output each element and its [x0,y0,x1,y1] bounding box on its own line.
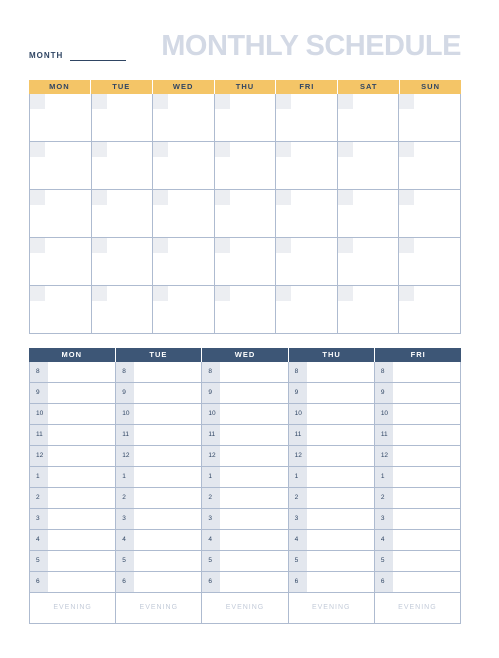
hour-label: 5 [289,551,307,571]
monthly-day-header-mon: MON [49,82,70,91]
monthly-day-header-wed: WED [152,80,214,94]
calendar-day-cell[interactable] [91,142,153,189]
hour-row [30,403,460,424]
date-number-box[interactable] [153,286,168,301]
monthly-day-header-fri: FRI [275,80,337,94]
hour-label: 6 [375,572,393,592]
time-slot-cell[interactable] [30,551,115,571]
time-slot-cell[interactable] [288,572,374,592]
date-number-box[interactable] [276,190,291,205]
calendar-day-cell[interactable] [337,286,399,333]
time-slot-cell[interactable] [115,425,201,445]
time-slot-cell[interactable] [115,362,201,382]
hour-label: 4 [30,530,48,550]
hour-label: 4 [289,530,307,550]
calendar-day-cell[interactable] [398,286,460,333]
calendar-day-cell[interactable] [30,286,91,333]
date-number-box[interactable] [30,286,45,301]
hour-label: 1 [30,467,48,487]
date-number-box[interactable] [153,190,168,205]
time-slot-cell[interactable] [115,404,201,424]
time-slot-cell[interactable] [201,404,287,424]
hour-label: 3 [289,509,307,529]
date-number-box[interactable] [215,286,230,301]
hour-label: 12 [289,446,307,466]
hour-label: 8 [202,362,220,382]
calendar-day-cell[interactable] [337,142,399,189]
hour-label: 2 [202,488,220,508]
calendar-day-cell[interactable] [214,286,276,333]
hour-label: 10 [30,404,48,424]
calendar-week-row [30,237,460,285]
date-number-box[interactable] [338,238,353,253]
date-number-box[interactable] [276,94,291,109]
calendar-day-cell[interactable] [398,190,460,237]
calendar-week-row [30,189,460,237]
calendar-day-cell[interactable] [152,94,214,141]
page-title: MONTHLY SCHEDULE [161,30,461,62]
time-slot-cell[interactable] [201,383,287,403]
time-slot-cell[interactable] [115,488,201,508]
hour-label: 11 [375,425,393,445]
calendar-day-cell[interactable] [30,190,91,237]
calendar-day-cell[interactable] [337,238,399,285]
time-slot-cell[interactable] [288,488,374,508]
hour-label: 11 [116,425,134,445]
hour-label: 4 [202,530,220,550]
time-slot-cell[interactable] [374,404,460,424]
calendar-day-cell[interactable] [275,190,337,237]
monthly-day-header-sat: SAT [337,80,399,94]
evening-cell[interactable]: EVENING [53,604,92,611]
hour-label: 1 [116,467,134,487]
hour-row [30,550,460,571]
hour-label: 5 [30,551,48,571]
hour-label: 3 [202,509,220,529]
weekly-day-header-fri: FRI [374,348,461,362]
calendar-day-cell[interactable] [91,238,153,285]
hour-label: 9 [116,383,134,403]
hour-row [30,571,460,592]
time-slot-cell[interactable] [115,446,201,466]
hour-label: 11 [289,425,307,445]
hour-label: 9 [202,383,220,403]
hour-row [30,508,460,529]
time-slot-cell[interactable] [30,446,115,466]
evening-cell[interactable]: EVENING [288,593,374,623]
date-number-box[interactable] [30,190,45,205]
time-slot-cell[interactable] [288,551,374,571]
hour-row [30,445,460,466]
hour-label: 8 [116,362,134,382]
date-number-box[interactable] [153,94,168,109]
weekly-planner-header [29,348,461,362]
time-slot-cell[interactable] [30,383,115,403]
hour-label: 1 [202,467,220,487]
time-slot-cell[interactable] [374,509,460,529]
time-slot-cell[interactable] [374,446,460,466]
time-slot-cell[interactable] [288,530,374,550]
evening-cell[interactable]: EVENING [201,593,287,623]
hour-row [30,529,460,550]
hour-label: 10 [202,404,220,424]
hour-label: 6 [202,572,220,592]
hour-label: 2 [289,488,307,508]
time-slot-cell[interactable] [30,488,115,508]
time-slot-cell[interactable] [115,530,201,550]
date-number-box[interactable] [215,94,230,109]
month-input-line[interactable] [70,60,126,61]
date-number-box[interactable] [215,190,230,205]
date-number-box[interactable] [338,190,353,205]
hour-label: 10 [289,404,307,424]
calendar-day-cell[interactable] [30,238,91,285]
date-number-box[interactable] [276,142,291,157]
date-number-box[interactable] [399,142,414,157]
hour-label: 12 [202,446,220,466]
hour-label: 9 [375,383,393,403]
calendar-day-cell[interactable] [337,94,399,141]
hour-row [30,382,460,403]
monthly-calendar [29,80,461,334]
calendar-day-cell[interactable] [30,94,91,141]
time-slot-cell[interactable] [374,362,460,382]
time-slot-cell[interactable] [30,425,115,445]
hour-label: 6 [289,572,307,592]
time-slot-cell[interactable] [201,572,287,592]
time-slot-cell[interactable] [374,551,460,571]
hour-label: 8 [30,362,48,382]
time-slot-cell[interactable] [374,530,460,550]
calendar-day-cell[interactable] [91,286,153,333]
date-number-box[interactable] [338,94,353,109]
monthly-day-header-tue: TUE [90,80,152,94]
page-header [29,30,461,66]
monthly-calendar-body [29,94,461,334]
hour-row [30,362,460,382]
time-slot-cell[interactable] [288,404,374,424]
calendar-week-row [30,285,460,333]
calendar-day-cell[interactable] [152,286,214,333]
time-slot-cell[interactable] [374,383,460,403]
calendar-day-cell[interactable] [398,238,460,285]
calendar-day-cell[interactable] [152,190,214,237]
date-number-box[interactable] [276,286,291,301]
calendar-day-cell[interactable] [214,190,276,237]
time-slot-cell[interactable] [201,488,287,508]
time-slot-cell[interactable] [30,530,115,550]
time-slot-cell[interactable] [115,467,201,487]
calendar-day-cell[interactable] [214,94,276,141]
hour-label: 8 [375,362,393,382]
hour-label: 11 [202,425,220,445]
date-number-box[interactable] [276,238,291,253]
hour-label: 5 [375,551,393,571]
calendar-day-cell[interactable] [214,238,276,285]
calendar-day-cell[interactable] [275,286,337,333]
calendar-day-cell[interactable] [398,142,460,189]
date-number-box[interactable] [30,142,45,157]
time-slot-cell[interactable] [30,572,115,592]
hour-label: 1 [289,467,307,487]
evening-row [30,592,460,623]
weekly-day-header-wed: WED [201,348,288,362]
date-number-box[interactable] [399,238,414,253]
date-number-box[interactable] [338,286,353,301]
date-number-box[interactable] [215,238,230,253]
time-slot-cell[interactable] [374,572,460,592]
calendar-day-cell[interactable] [275,238,337,285]
evening-cell[interactable]: EVENING [115,593,201,623]
time-slot-cell[interactable] [201,509,287,529]
hour-label: 10 [116,404,134,424]
hour-label: 2 [116,488,134,508]
hour-label: 6 [116,572,134,592]
calendar-day-cell[interactable] [91,190,153,237]
hour-label: 1 [375,467,393,487]
time-slot-cell[interactable] [30,467,115,487]
hour-row [30,487,460,508]
weekly-planner [29,348,461,624]
date-number-box[interactable] [92,286,107,301]
hour-label: 3 [375,509,393,529]
evening-cell[interactable]: EVENING [374,593,460,623]
time-slot-cell[interactable] [288,383,374,403]
hour-label: 4 [375,530,393,550]
time-slot-cell[interactable] [374,467,460,487]
date-number-box[interactable] [92,142,107,157]
time-slot-cell[interactable] [288,509,374,529]
time-slot-cell[interactable] [30,509,115,529]
hour-label: 12 [30,446,48,466]
date-number-box[interactable] [215,142,230,157]
time-slot-cell[interactable] [374,425,460,445]
hour-label: 6 [30,572,48,592]
calendar-day-cell[interactable] [275,142,337,189]
hour-label: 9 [30,383,48,403]
time-slot-cell[interactable] [288,446,374,466]
hour-label: 11 [30,425,48,445]
monthly-day-header-thu: THU [214,80,276,94]
hour-row [30,424,460,445]
date-number-box[interactable] [399,94,414,109]
hour-row [30,466,460,487]
time-slot-cell[interactable] [115,509,201,529]
calendar-week-row [30,141,460,189]
weekly-day-header-mon: MON [61,350,83,359]
hour-label: 3 [116,509,134,529]
hour-label: 5 [202,551,220,571]
calendar-day-cell[interactable] [152,238,214,285]
date-number-box[interactable] [92,94,107,109]
date-number-box[interactable] [153,238,168,253]
date-number-box[interactable] [153,142,168,157]
hour-label: 8 [289,362,307,382]
time-slot-cell[interactable] [288,425,374,445]
time-slot-cell[interactable] [201,530,287,550]
weekly-day-header-tue: TUE [115,348,202,362]
time-slot-cell[interactable] [30,404,115,424]
hour-label: 12 [375,446,393,466]
time-slot-cell[interactable] [30,362,115,382]
calendar-day-cell[interactable] [214,142,276,189]
date-number-box[interactable] [30,94,45,109]
calendar-day-cell[interactable] [337,190,399,237]
calendar-day-cell[interactable] [91,94,153,141]
date-number-box[interactable] [399,190,414,205]
time-slot-cell[interactable] [201,551,287,571]
hour-label: 2 [375,488,393,508]
date-number-box[interactable] [338,142,353,157]
time-slot-cell[interactable] [115,383,201,403]
time-slot-cell[interactable] [374,488,460,508]
hour-label: 5 [116,551,134,571]
time-slot-cell[interactable] [201,362,287,382]
time-slot-cell[interactable] [288,362,374,382]
time-slot-cell[interactable] [288,467,374,487]
hour-label: 3 [30,509,48,529]
hour-label: 9 [289,383,307,403]
time-slot-cell[interactable] [201,467,287,487]
hour-label: 12 [116,446,134,466]
hour-label: 4 [116,530,134,550]
calendar-week-row [30,94,460,141]
date-number-box[interactable] [30,238,45,253]
calendar-day-cell[interactable] [275,94,337,141]
weekly-day-header-thu: THU [288,348,375,362]
time-slot-cell[interactable] [201,425,287,445]
hour-label: 10 [375,404,393,424]
monthly-calendar-header [29,80,461,94]
calendar-day-cell[interactable] [398,94,460,141]
time-slot-cell[interactable] [201,446,287,466]
date-number-box[interactable] [92,190,107,205]
time-slot-cell[interactable] [115,572,201,592]
calendar-day-cell[interactable] [152,142,214,189]
hour-label: 2 [30,488,48,508]
weekly-planner-body [29,362,461,624]
month-label: MONTH [29,51,64,60]
time-slot-cell[interactable] [115,551,201,571]
monthly-day-header-sun: SUN [399,80,461,94]
date-number-box[interactable] [92,238,107,253]
calendar-day-cell[interactable] [30,142,91,189]
date-number-box[interactable] [399,286,414,301]
